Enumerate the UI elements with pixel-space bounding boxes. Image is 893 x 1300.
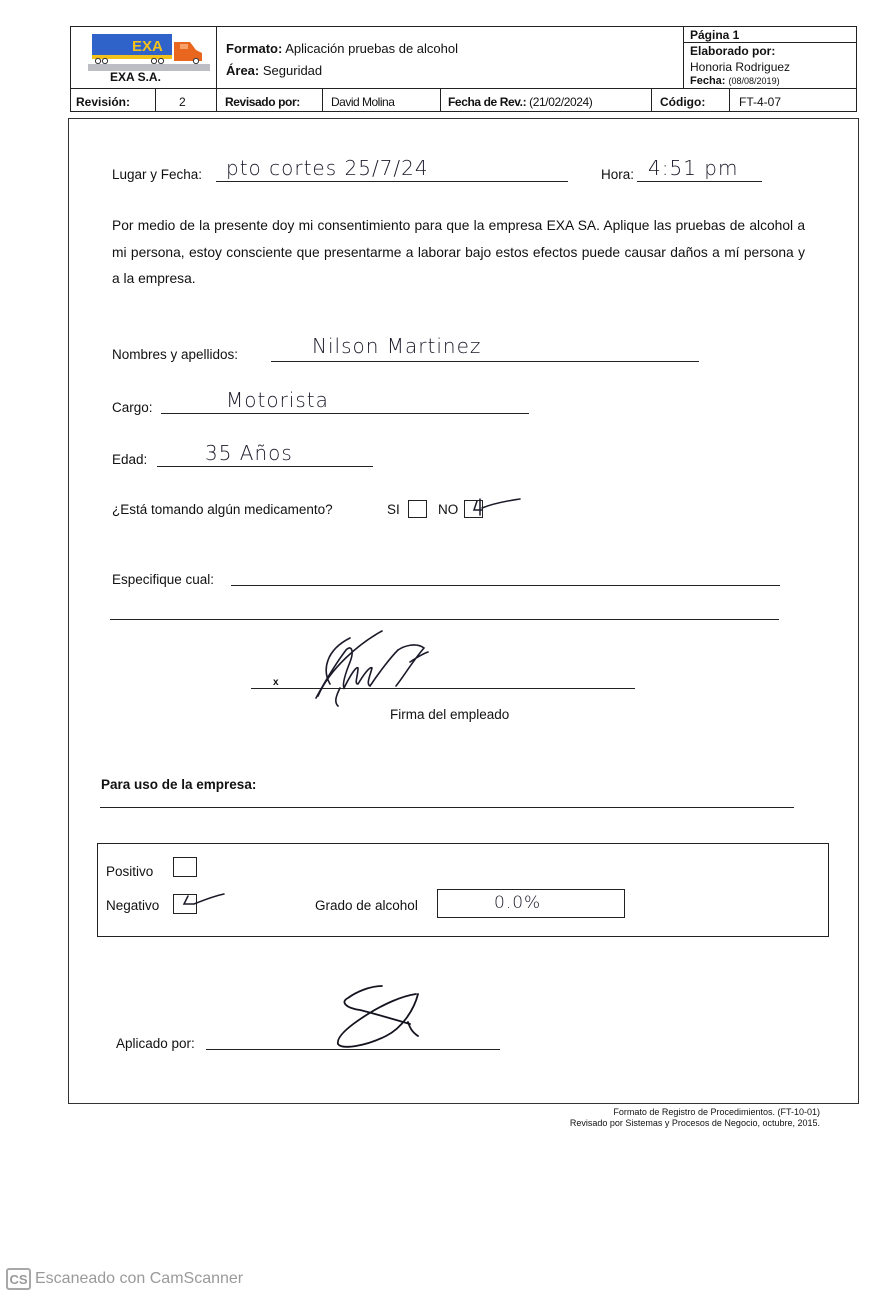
grado-value: 0.0% (494, 893, 542, 913)
applier-signature[interactable] (326, 980, 426, 1052)
header-col-divider (729, 88, 730, 112)
checkmark-icon (178, 890, 228, 914)
edad-line (157, 466, 373, 467)
area-label: Área: (226, 63, 260, 78)
especifique-line-2[interactable] (110, 619, 779, 620)
company-name: EXA S.A. (110, 70, 161, 84)
revision-label: Revisión: (76, 95, 131, 109)
document-footer (570, 1107, 820, 1129)
page-number: Página 1 (690, 28, 740, 42)
empresa-section-title: Para uso de la empresa: (101, 777, 257, 792)
nombres-line (271, 361, 699, 362)
edad-label: Edad: (112, 452, 148, 467)
revisado-value: David Molina (331, 95, 395, 109)
elaborado-label: Elaborado por: (690, 44, 776, 58)
especifique-label: Especifique cual: (112, 572, 215, 587)
logo-wheel (158, 58, 163, 63)
formato-label: Formato: (226, 41, 283, 56)
si-label: SI (387, 502, 400, 517)
logo-wheel (102, 58, 107, 63)
header-col-divider (216, 26, 217, 112)
lugar-fecha-field[interactable]: pto cortes 25/7/24 (226, 156, 429, 180)
cargo-line (161, 413, 529, 414)
codigo-label: Código: (660, 95, 706, 109)
hora-field[interactable]: 4:51 pm (648, 156, 739, 180)
aplicado-label: Aplicado por: (116, 1036, 195, 1051)
no-label: NO (438, 502, 459, 517)
formato-line (226, 41, 458, 56)
edad-field[interactable]: 35 Años (205, 441, 293, 465)
formato-value: Aplicación pruebas de alcohol (285, 41, 458, 56)
employee-signature[interactable] (300, 628, 440, 708)
logo-wheel (193, 58, 198, 63)
nombres-field[interactable]: Nilson Martinez (312, 334, 482, 358)
sign-here-mark: x (273, 677, 279, 688)
fecha-rev-line (448, 95, 592, 109)
camscanner-logo-icon: CS (6, 1268, 31, 1290)
nombres-label: Nombres y apellidos: (112, 347, 239, 362)
cargo-field[interactable]: Motorista (226, 388, 329, 412)
header-cell-divider (683, 42, 857, 43)
cargo-label: Cargo: (112, 400, 153, 415)
positivo-checkbox[interactable] (173, 857, 197, 877)
fecha-line (690, 75, 780, 87)
positivo-label: Positivo (106, 864, 154, 879)
fecha-label: Fecha: (690, 75, 726, 87)
header-col-divider (155, 88, 156, 112)
medicamento-si-checkbox[interactable] (408, 500, 427, 518)
medicamento-question: ¿Está tomando algún medicamento? (112, 502, 333, 517)
firma-label: Firma del empleado (390, 707, 510, 722)
fecha-rev-value: (21/02/2024) (529, 95, 593, 109)
camscanner-text: Escaneado con CamScanner (35, 1270, 244, 1287)
header-row-divider (70, 88, 857, 89)
camscanner-watermark (6, 1268, 243, 1290)
header-col-divider (322, 88, 323, 112)
header-col-divider (440, 88, 441, 112)
empresa-section-divider (100, 807, 794, 808)
logo-window (180, 44, 188, 49)
fecha-rev-label: Fecha de Rev.: (448, 95, 527, 109)
footer-line-1: Formato de Registro de Procedimientos. (FT-10-01) (613, 1107, 820, 1117)
lugar-fecha-line (216, 181, 568, 182)
logo-wheel (95, 58, 100, 63)
footer-line-2: Revisado por Sistemas y Procesos de Negocio, octubre, 2015. (569, 1118, 820, 1128)
grado-label: Grado de alcohol (315, 898, 418, 913)
revisado-label: Revisado por: (225, 95, 300, 109)
header-col-divider (651, 88, 652, 112)
consent-paragraph: Por medio de la presente doy mi consentimiento para que la empresa EXA SA. Aplique las pruebas de alcohol a mi persona, estoy consciente que presentarme a laborar bajo estos efectos puede causar daños a mí persona y a la empresa. (112, 218, 805, 286)
area-value: Seguridad (262, 63, 323, 78)
area-line (226, 63, 322, 78)
logo-text: EXA (132, 38, 163, 55)
logo-wheel (151, 58, 156, 63)
revision-value: 2 (179, 95, 186, 109)
negativo-label: Negativo (106, 898, 160, 913)
especifique-line[interactable] (231, 585, 780, 586)
checkmark-icon (468, 496, 524, 518)
hora-line (637, 181, 762, 182)
elaborado-value: Honoria Rodriguez (690, 60, 791, 74)
hora-label: Hora: (601, 167, 635, 182)
codigo-value: FT-4-07 (739, 95, 782, 109)
exa-truck-logo (88, 31, 210, 71)
lugar-fecha-label: Lugar y Fecha: (112, 167, 203, 182)
header-col-divider (683, 26, 684, 88)
fecha-value: (08/08/2019) (728, 76, 780, 86)
